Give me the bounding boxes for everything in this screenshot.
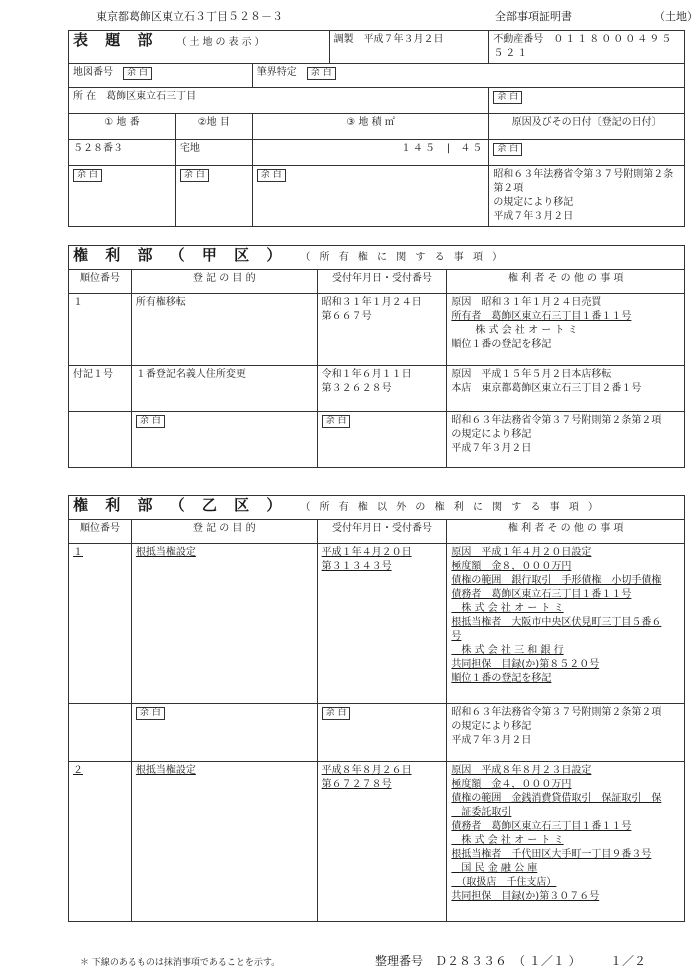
otsu-r2-line: の規定により移記 xyxy=(451,721,532,732)
hyodai-table: 表 題 部 （土地の表示） 調製 平成７年３月２日 不動産番号 ０１１８０００４９５５２１ 地図番号 余 白 筆界特定 余 白 所 在 葛飾区東立石三丁目 余 白 ① 地 番 ②地 目 ③ 地 積 ㎡ 原因及びその日付〔登記の日付〕 ５２８番３ 宅地 １４５ | ４５ 余 白 余 白 余 白 余 白 昭和６３年法務省令第３７号附則第２条第２項 の規定により移記 平成７年３月２日 xyxy=(68,30,685,227)
otsu-r3-line: 極度額 金４，０００万円 xyxy=(451,779,572,790)
kou-title: 権 利 部 （ 甲 区 ） xyxy=(73,246,288,264)
otsu-h1: 順位番号 xyxy=(69,520,132,544)
otsu-r3-line: （取扱店 千住支店） xyxy=(451,877,557,888)
fudosan-label: 不動産番号 xyxy=(493,34,544,45)
yohaku-stamp: 余 白 xyxy=(257,169,286,182)
otsu-r3-line: 国 民 金 融 公 庫 xyxy=(451,863,538,874)
kou-r1-line: 原因 昭和３１年１月２４日売買 xyxy=(451,297,602,308)
kou-sub: （ 所 有 権 に 関 す る 事 項 ） xyxy=(305,252,506,263)
chimoku-value: 宅地 xyxy=(175,140,252,166)
yohaku-stamp: 余 白 xyxy=(136,415,165,428)
otsu-r1-no: １ xyxy=(69,544,132,704)
otsu-r1-line: 号 xyxy=(451,631,462,642)
yohaku-stamp: 余 白 xyxy=(73,169,102,182)
otsu-r1-line: 極度額 金８，０００万円 xyxy=(451,561,572,572)
otsu-r2-line: 平成７年３月２日 xyxy=(451,735,532,746)
shozai-value: 葛飾区東立石三丁目 xyxy=(106,91,197,102)
hyodai-sub: （土地の表示） xyxy=(176,37,268,48)
otsu-r1-num: 第３１３４３号 xyxy=(321,561,392,572)
otsu-r1-line: 原因 平成１年４月２０日設定 xyxy=(451,547,592,558)
otsu-h4: 権 利 者 そ の 他 の 事 項 xyxy=(447,520,685,544)
kou-r2-purpose: １番登記名義人住所変更 xyxy=(131,366,317,412)
chizu-label: 地図番号 xyxy=(73,67,113,78)
otsu-r3-no: ２ xyxy=(69,762,132,922)
kou-r2-line: 原因 平成１５年５月２日本店移転 xyxy=(451,369,612,380)
kou-h1: 順位番号 xyxy=(69,270,132,294)
kou-h4: 権 利 者 そ の 他 の 事 項 xyxy=(447,270,685,294)
col-chiseki: ③ 地 積 ㎡ xyxy=(252,114,489,140)
otsu-table xyxy=(68,495,685,922)
footer-page: １／２ xyxy=(610,954,647,968)
kou-h3: 受付年月日・受付番号 xyxy=(317,270,447,294)
iki-line: 平成７年３月２日 xyxy=(493,211,574,222)
otsu-r1-line: 共同担保 目録(か)第８５２０号 xyxy=(451,659,600,670)
kou-r2-line: 本店 東京都葛飾区東立石三丁目２番１号 xyxy=(451,383,642,394)
chiseki-int: １４５ xyxy=(400,143,437,154)
yohaku-stamp: 余 白 xyxy=(322,415,351,428)
kou-h2: 登 記 の 目 的 xyxy=(131,270,317,294)
yohaku-stamp: 余 白 xyxy=(123,67,152,80)
yohaku-stamp: 余 白 xyxy=(136,707,165,720)
footer-seiri: 整理番号 Ｄ２８３３６ （ １／１ ） xyxy=(375,954,581,968)
otsu-h2: 登 記 の 目 的 xyxy=(131,520,317,544)
otsu-r1-purpose: 根抵当権設定 xyxy=(131,544,317,704)
kou-r3-line: 平成７年３月２日 xyxy=(451,443,532,454)
fudosan-value: ０１１８０００４９５５２１ xyxy=(493,34,674,59)
otsu-r1-line: 根抵当権者 大阪市中央区伏見町三丁目５番６ xyxy=(451,617,662,628)
otsu-r3-line: 債務者 葛飾区東立石三丁目１番１１号 xyxy=(451,821,632,832)
yohaku-stamp: 余 白 xyxy=(493,143,522,156)
kou-r1-line: 順位１番の登記を移記 xyxy=(451,339,552,350)
kou-r2-date: 令和１年６月１１日 xyxy=(321,369,412,380)
kou-r2-no: 付記１号 xyxy=(69,366,132,412)
otsu-r1-line: 債権の範囲 銀行取引 手形債権 小切手債権 xyxy=(451,575,662,586)
kyokai-label: 筆界特定 xyxy=(256,67,297,78)
kou-r1-num: 第６６７号 xyxy=(321,311,372,322)
otsu-r3-line: 共同担保 目録(か)第３０７６号 xyxy=(451,891,600,902)
iki-line: 昭和６３年法務省令第３７号附則第２条第２項 xyxy=(493,169,674,194)
otsu-r1-line: 株 式 会 社 オ ー ト ミ xyxy=(451,603,564,614)
otsu-h3: 受付年月日・受付番号 xyxy=(317,520,447,544)
kou-table xyxy=(68,245,685,468)
iki-line: の規定により移記 xyxy=(493,197,574,208)
kou-r1-no: １ xyxy=(69,294,132,366)
kou-r1-line: 所有者 葛飾区東立石三丁目１番１１号 xyxy=(451,311,632,322)
kou-r1-purpose: 所有権移転 xyxy=(131,294,317,366)
col-gen: 原因及びその日付〔登記の日付〕 xyxy=(489,114,685,140)
otsu-r2-line: 昭和６３年法務省令第３７号附則第２条第２項 xyxy=(451,707,662,718)
shozai-label: 所 在 xyxy=(73,91,97,102)
otsu-r1-line: 株 式 会 社 三 和 銀 行 xyxy=(451,645,564,656)
otsu-r3-line: 原因 平成８年８月２３日設定 xyxy=(451,765,592,776)
yohaku-stamp: 余 白 xyxy=(307,67,336,80)
otsu-r3-purpose: 根抵当権設定 xyxy=(131,762,317,922)
col-chimoku: ②地 目 xyxy=(175,114,252,140)
chosei-label: 調製 xyxy=(333,34,354,45)
yohaku-stamp: 余 白 xyxy=(322,707,351,720)
kou-r3-line: の規定により移記 xyxy=(451,429,532,440)
kou-r3-line: 昭和６３年法務省令第３７号附則第２条第２項 xyxy=(451,415,662,426)
hyodai-title: 表 題 部 xyxy=(73,31,159,49)
otsu-r3-date: 平成８年８月２６日 xyxy=(321,765,412,776)
header-doc-type: 全部事項証明書 xyxy=(495,10,572,23)
otsu-sub: （ 所 有 権 以 外 の 権 利 に 関 す る 事 項 ） xyxy=(305,502,602,513)
otsu-r1-date: 平成１年４月２０日 xyxy=(321,547,412,558)
otsu-r3-line: 証委託取引 xyxy=(451,807,512,818)
footer-note: ＊ 下線のあるものは抹消事項であることを示す。 xyxy=(80,958,281,968)
otsu-r3-line: 債権の範囲 金銭消費貸借取引 保証取引 保 xyxy=(451,793,662,804)
otsu-r1-line: 債務者 葛飾区東立石三丁目１番１１号 xyxy=(451,589,632,600)
chiban-value: ５２８番３ xyxy=(69,140,176,166)
otsu-r1-line: 順位１番の登記を移記 xyxy=(451,673,552,684)
yohaku-stamp: 余 白 xyxy=(493,91,522,104)
kou-r1-date: 昭和３１年１月２４日 xyxy=(321,297,422,308)
kou-r2-num: 第３２６２８号 xyxy=(321,383,392,394)
header-kind: （土地） xyxy=(654,10,698,23)
col-chiban: ① 地 番 xyxy=(69,114,176,140)
kou-r1-line: 株 式 会 社 オ ー ト ミ xyxy=(475,325,578,336)
otsu-r3-num: 第６７２７８号 xyxy=(321,779,392,790)
chosei-value: 平成７年３月２日 xyxy=(363,34,444,45)
chiseki-dec: ４５ xyxy=(460,143,485,154)
otsu-r3-line: 株 式 会 社 オ ー ト ミ xyxy=(451,835,564,846)
otsu-r3-line: 根抵当権者 千代田区大手町一丁目９番３号 xyxy=(451,849,652,860)
header-address: 東京都葛飾区東立石３丁目５２８－３ xyxy=(96,10,283,23)
yohaku-stamp: 余 白 xyxy=(180,169,209,182)
otsu-title: 権 利 部 （ 乙 区 ） xyxy=(73,496,288,514)
